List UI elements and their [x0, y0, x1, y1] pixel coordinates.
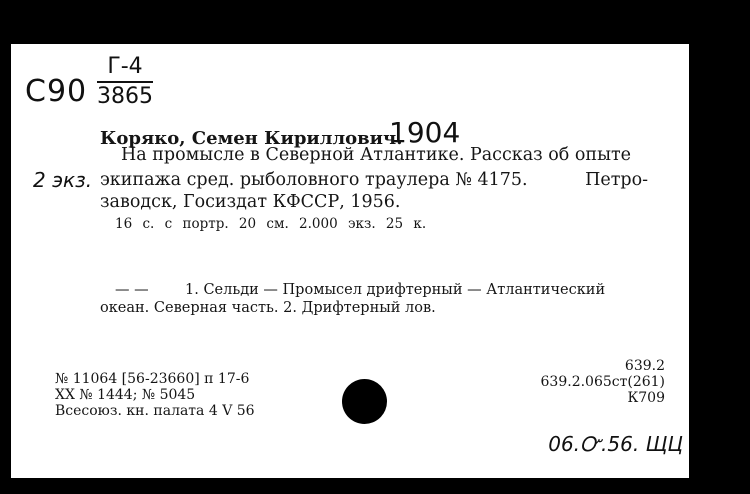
imprint-line: заводск, Госиздат КФССР, 1956.	[100, 192, 401, 212]
handwritten-date-note: 06.Ꮕ.56. ЩЦ	[548, 432, 683, 456]
classification-line-3: К709	[627, 390, 665, 406]
ref-left-line-2: XX № 1444; № 5045	[55, 387, 196, 403]
subjects-dash: — —	[115, 282, 149, 298]
catalog-card	[11, 44, 689, 478]
subjects-line-1: 1. Сельди — Промысел дрифтерный — Атлантический	[185, 282, 606, 298]
title-line-1: На промысле в Северной Атлантике. Рассказ об опыте	[121, 145, 632, 165]
physical-description: 16 с. с портр. 20 см. 2.000 экз. 25 к.	[115, 216, 427, 232]
ref-left-line-1: № 11064 [56-23660] п 17-6	[55, 371, 250, 387]
shelfmark-prefix: С90	[25, 74, 88, 109]
classification-line-2: 639.2.065ст(261)	[540, 374, 665, 390]
punch-hole	[342, 379, 387, 424]
reference-block-left	[55, 371, 255, 419]
shelfmark-denominator: 3865	[97, 84, 153, 109]
author-heading: Коряко, Семен Кириллович.	[100, 128, 403, 149]
classification-line-1: 639.2	[624, 358, 665, 374]
copies-note: 2 экз.	[33, 168, 93, 192]
shelfmark-number	[97, 56, 153, 108]
subjects-line-2: океан. Северная часть. 2. Дрифтерный лов.	[100, 300, 436, 316]
ref-left-line-3: Всесоюз. кн. палата 4 V 56	[55, 403, 255, 419]
title-line-2-tail: Петро-	[585, 170, 649, 190]
year-handwritten: 1904	[389, 116, 461, 149]
classification-block	[541, 358, 665, 406]
title-line-2	[100, 170, 648, 190]
shelfmark-numerator: Г-4	[97, 56, 153, 83]
title-line-2-text: экипажа сред. рыболовного траулера № 4175.	[100, 170, 528, 190]
